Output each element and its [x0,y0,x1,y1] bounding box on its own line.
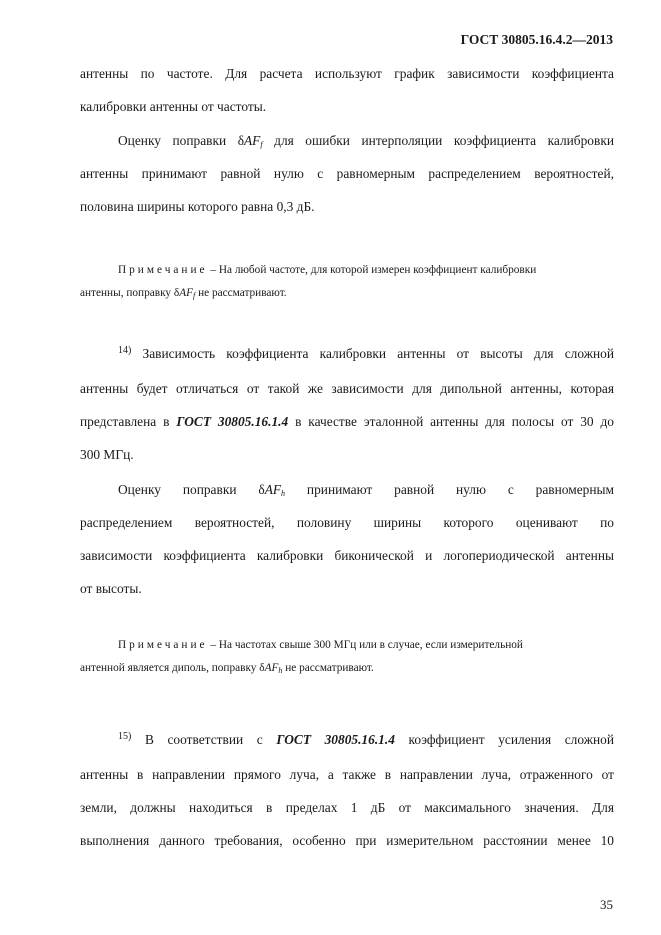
standard-reference: ГОСТ 30805.16.1.4 [276,732,395,747]
p3-line1: $^{14)}$ Зависимость коэффициента калибровки антенны от высоты для сложной [118,345,614,361]
p3-line4: 300 МГц. [80,447,134,462]
page-number: 35 [600,897,613,912]
p1-line1: антенны по частоте. Для расчета используют график зависимости коэффициента [80,66,614,81]
note1-label: Примечание [118,264,208,276]
p5-line3: земли, должны находиться в пределах 1 дБ от максимального значения. Для [80,800,614,815]
p2-line2: антенны принимают равной нулю с равномерным распределением вероятностей, [80,166,614,181]
p2-line1: Оценку поправки δAF$_f$ для ошибки интерполяции коэффициента калибровки [118,133,614,149]
page-header: ГОСТ 30805.16.4.2—2013 [460,32,613,47]
note2-line2: антенной является диполь, поправку δAF$_h$ не рассматривают. [80,662,374,675]
note1-line2: антенны, поправку δAF$_f$ не рассматривают. [80,287,287,300]
p5-line1: $^{15)}$ В соответствии с ГОСТ 30805.16.1.4 коэффициент усиления сложной [118,731,614,747]
p4-line3: зависимости коэффициента калибровки биконической и логопериодической антенны [80,548,614,563]
footnote-marker-14: 14) [118,345,132,356]
footnote-marker-15: 15) [118,731,132,742]
p4-line4: от высоты. [80,581,142,596]
p3-line3: представлена в ГОСТ 30805.16.1.4 в качестве эталонной антенны для полосы от 30 до [80,414,614,429]
note2-line1: Примечание – На частотах свыше 300 МГц или в случае, если измерительной [118,639,523,651]
p5-line4: выполнения данного требования, особенно при измерительном расстоянии менее 10 [80,833,614,848]
p5-line2: антенны в направлении прямого луча, а также в направлении луча, отраженного от [80,767,614,782]
p4-line1: Оценку поправки δAF$_h$ принимают равной нулю с равномерным [118,482,614,498]
note2-label: Примечание [118,639,208,651]
p3-line2: антенны будет отличаться от такой же зависимости для дипольной антенны, которая [80,381,614,396]
p2-line3: половина ширины которого равна 0,3 дБ. [80,199,315,214]
standard-reference: ГОСТ 30805.16.1.4 [176,414,289,429]
note1-line1: Примечание – На любой частоте, для которой измерен коэффициент калибровки [118,264,537,276]
p4-line2: распределением вероятностей, половину ширины которого оценивают по [80,515,614,530]
p1-line2: калибровки антенны от частоты. [80,99,267,114]
